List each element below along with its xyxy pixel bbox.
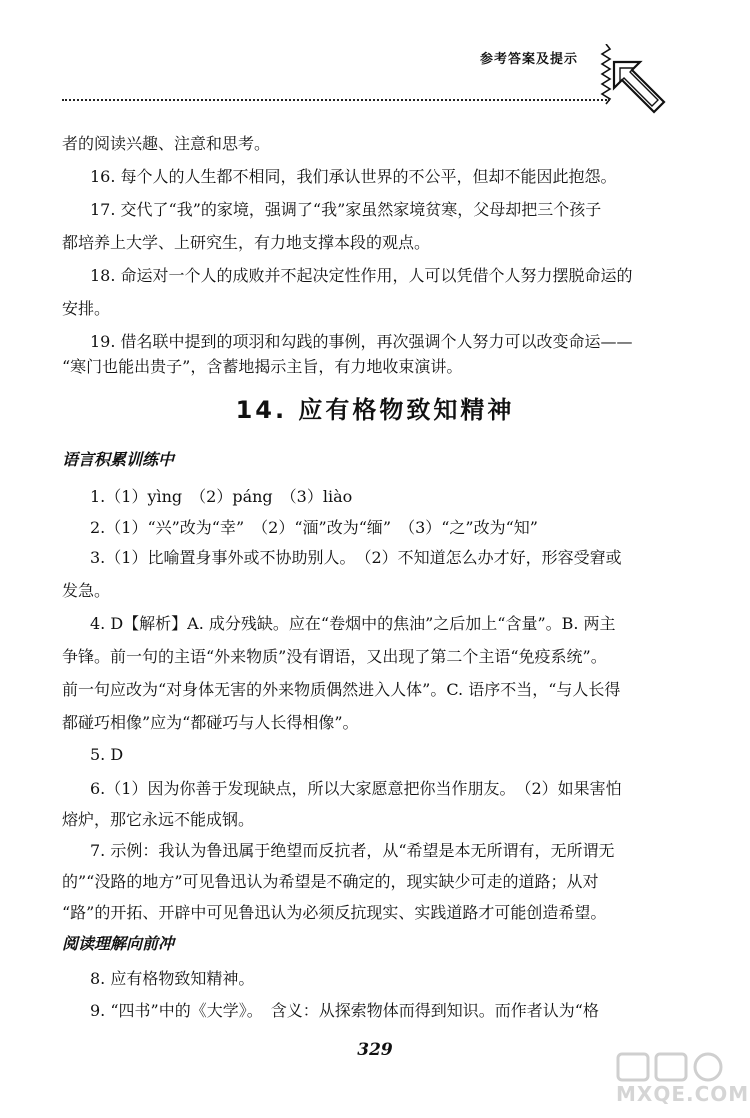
text-line: “寒门也能出贵子”，含蓄地揭示主旨，有力地收束演讲。 [62,357,463,376]
watermark-text: MXQE.COM [616,1082,750,1106]
chapter-title: 14. 应有格物致知精神 [235,396,515,424]
answer-4: 4. D【解析】A. 成分残缺。应在“卷烟中的焦油”之后加上“含量”。B. 两主 [90,614,616,633]
text-line: 熔炉，那它永远不能成钢。 [62,810,255,829]
section-title: 语言积累训练中 [62,450,175,469]
header-label: 参考答案及提示 [480,52,579,67]
text-line: 的”“没路的地方”可见鲁迅认为希望是不确定的，现实缺少可走的道路；从对 [62,872,599,891]
section-title: 阅读理解向前冲 [62,934,175,953]
answer-5: 5. D [90,745,124,764]
text-line: 都碰巧相像”应为“都碰巧与人长得相像”。 [62,713,359,732]
answer-8: 8. 应有格物致知精神。 [90,969,255,988]
answer-6: 6.（1）因为你善于发现缺点，所以大家愿意把你当作朋友。 （2）如果害怕 [90,779,622,798]
answer-17: 17. 交代了“我”的家境，强调了“我”家虽然家境贫寒，父母却把三个孩子 [90,200,602,219]
text-line: 争锋。前一句的主语“外来物质”没有谓语，又出现了第二个主语“免疫系统”。 [62,647,607,666]
text-line: 都培养上大学、上研究生，有力地支撑本段的观点。 [62,233,431,252]
answer-2: 2.（1）“兴”改为“幸” （2）“湎”改为“缅” （3）“之”改为“知” [90,518,538,537]
text-line: 安排。 [62,299,111,318]
header-divider [62,99,610,101]
arrow-icon [610,58,668,116]
answer-3: 3.（1）比喻置身事外或不协助别人。 （2）不知道怎么办才好，形容受窘或 [90,548,622,567]
text-line: 前一句应改为“对身体无害的外来物质偶然进入人体”。C. 语序不当，“与人长得 [62,680,621,699]
watermark-logo [600,1050,750,1118]
answer-16: 16. 每个人的人生都不相同，我们承认世界的不公平，但却不能因此抱怨。 [90,167,617,186]
text-line: “路”的开拓、开辟中可见鲁迅认为必须反抗现实、实践道路才可能创造希望。 [62,903,607,922]
text-line: 者的阅读兴趣、注意和思考。 [62,134,271,153]
answer-1: 1.（1）yìng （2）páng （3）liào [90,487,353,506]
answer-7: 7. 示例：我认为鲁迅属于绝望而反抗者，从“希望是本无所谓有，无所谓无 [90,841,615,860]
text-line: 发急。 [62,581,111,600]
page-number: 329 [357,1040,393,1060]
answer-18: 18. 命运对一个人的成败并不起决定性作用，人可以凭借个人努力摆脱命运的 [90,266,633,285]
answer-19: 19. 借名联中提到的项羽和勾践的事例，再次强调个人努力可以改变命运—— [90,332,633,351]
watermark-icon [600,1050,750,1084]
answer-9: 9. “四书”中的《大学》。 含义：从探索物体而得到知识。而作者认为“格 [90,1001,599,1020]
